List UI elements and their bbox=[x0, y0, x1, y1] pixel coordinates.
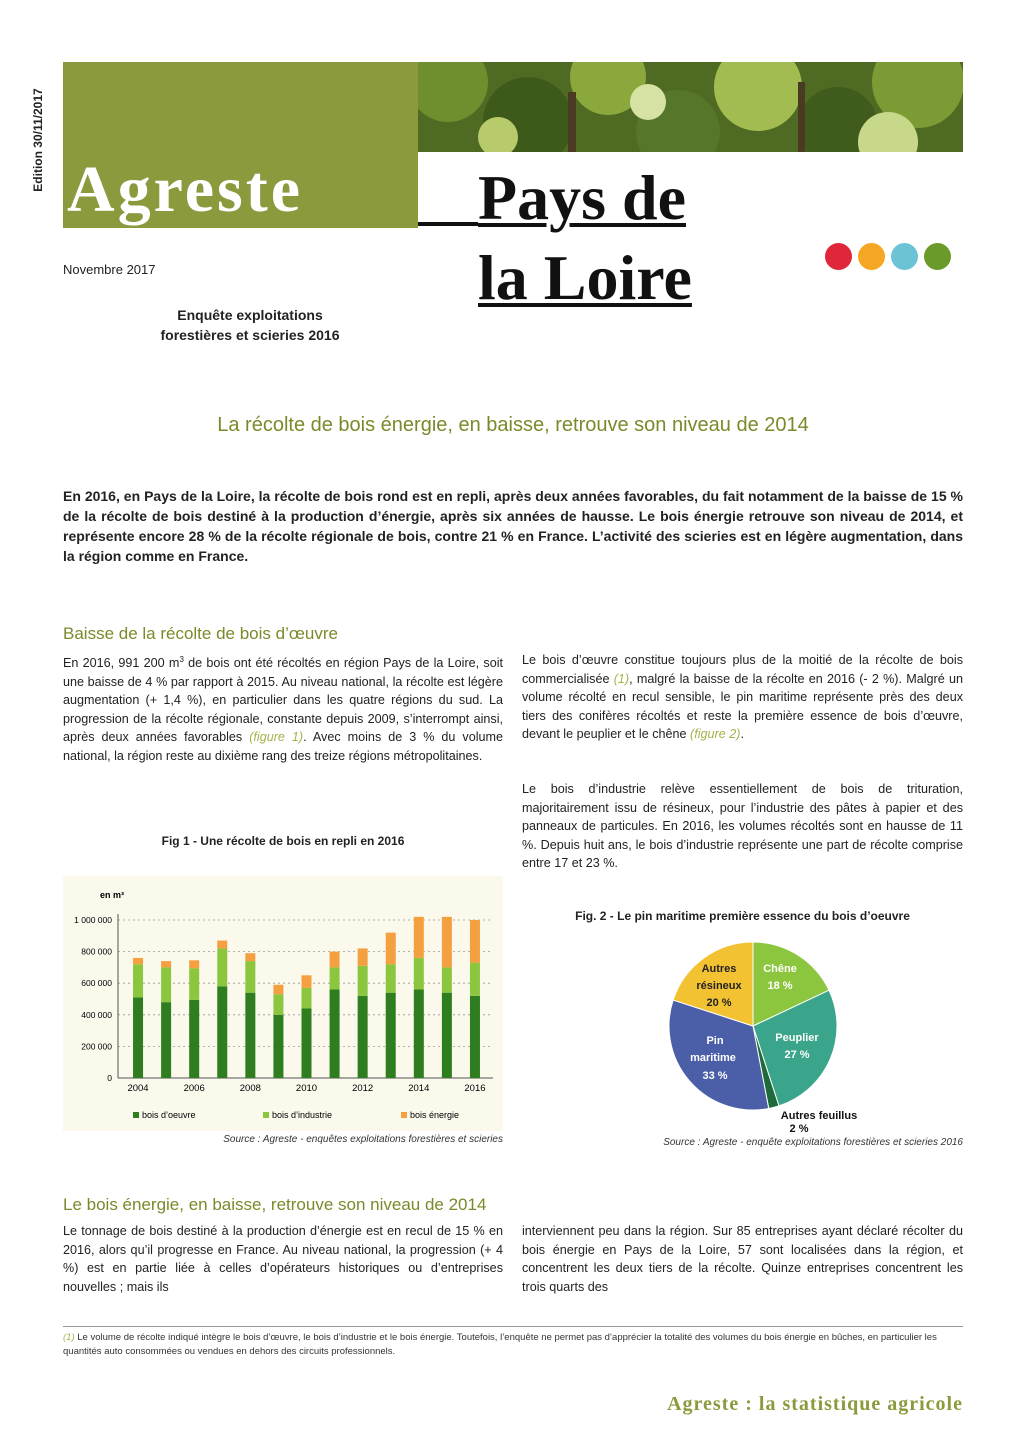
pie-label: Peuplier bbox=[775, 1032, 819, 1044]
y-tick-label: 800 000 bbox=[81, 946, 112, 957]
x-tick-label: 2010 bbox=[295, 1083, 318, 1094]
x-tick-label: 2016 bbox=[464, 1083, 486, 1094]
survey-title: Enquête exploitations forestières et scieries 2016 bbox=[160, 307, 340, 343]
bar-segment bbox=[414, 958, 424, 990]
section2-left-column: Le tonnage de bois destiné à la production d’énergie est en recul de 15 % en 2016, alors qu’il progresse en France. Au niveau national, la progression (+ 4 %) est en partie liée à celles d’opérateurs historiques ou d’entreprises nouvelles ; mais ils bbox=[63, 1224, 503, 1294]
tree-photo-image bbox=[418, 62, 963, 152]
pie-label: Autres bbox=[701, 963, 737, 975]
dot-green bbox=[924, 243, 951, 270]
bar-segment bbox=[133, 958, 143, 964]
bar-segment bbox=[133, 997, 143, 1078]
bar-segment bbox=[217, 941, 227, 949]
figure1-ref-link[interactable]: (figure 1) bbox=[249, 730, 304, 745]
bar-segment bbox=[133, 964, 143, 997]
bar-segment bbox=[273, 994, 283, 1015]
bar-segment bbox=[302, 1008, 312, 1078]
figure1-title: Fig 1 - Une récolte de bois en repli en 2016 bbox=[161, 834, 405, 848]
color-dots bbox=[825, 243, 951, 270]
pie-label: maritime bbox=[690, 1052, 736, 1064]
bar-segment bbox=[161, 967, 171, 1002]
x-tick-label: 2012 bbox=[352, 1083, 374, 1094]
bar-segment bbox=[189, 960, 199, 968]
figure2-pie-chart bbox=[615, 938, 905, 1134]
pie-label: Pin bbox=[706, 1035, 724, 1047]
pie-label: 18 % bbox=[767, 980, 793, 992]
figure2-panel bbox=[615, 938, 905, 1134]
bar-segment bbox=[358, 966, 368, 996]
bar-segment bbox=[161, 1002, 171, 1078]
pie-label: 27 % bbox=[784, 1049, 810, 1061]
bar-segment bbox=[442, 917, 452, 968]
bar-segment bbox=[245, 961, 255, 993]
bar-segment bbox=[386, 933, 396, 965]
x-tick-label: 2008 bbox=[239, 1083, 261, 1094]
bar-segment bbox=[302, 975, 312, 988]
bar-segment bbox=[330, 967, 340, 989]
bar-segment bbox=[302, 988, 312, 1009]
footnote-divider bbox=[63, 1326, 963, 1327]
bar-segment bbox=[189, 968, 199, 1000]
figure1-source: Source : Agreste - enquêtes exploitations forestières et scieries bbox=[223, 1134, 503, 1145]
bar-segment bbox=[330, 952, 340, 968]
pie-label: 20 % bbox=[706, 997, 732, 1009]
y-tick-label: 400 000 bbox=[81, 1009, 112, 1020]
legend-swatch bbox=[133, 1112, 139, 1118]
bar-segment bbox=[330, 990, 340, 1078]
bar-segment bbox=[470, 996, 480, 1078]
legend-swatch bbox=[263, 1112, 269, 1118]
x-tick-label: 2006 bbox=[183, 1083, 205, 1094]
section1-paragraph3: Le bois d’industrie relève essentiellement de bois de trituration, majoritairement issu de résineux, pour l’industrie des pâtes à papier et des panneaux de particules. En 2016, les volumes récoltés sont en hausse de 11 %. Depuis huit ans, le bois d’industrie représente une part de récolte comprise entre 17 et 23 %. bbox=[522, 782, 963, 870]
bar-segment bbox=[273, 985, 283, 994]
bar-segment bbox=[414, 917, 424, 958]
publication-date: Novembre 2017 bbox=[63, 262, 156, 277]
x-tick-label: 2004 bbox=[127, 1083, 149, 1094]
header-green-block bbox=[63, 62, 418, 152]
bar-segment bbox=[217, 948, 227, 986]
figure2-title: Fig. 2 - Le pin maritime première essence du bois d’oeuvre bbox=[575, 909, 910, 923]
y-tick-label: 600 000 bbox=[81, 978, 112, 989]
bar-segment bbox=[358, 996, 368, 1078]
legend-swatch bbox=[401, 1112, 407, 1118]
figure2-source: Source : Agreste - enquête exploitations forestières et scieries 2016 bbox=[663, 1137, 963, 1148]
brand-underline bbox=[418, 222, 478, 226]
region-title-line2: la Loire bbox=[478, 242, 692, 313]
bar-segment bbox=[470, 963, 480, 996]
section1-paragraph1: En 2016, 991 200 $m^3$ de bois ont été récoltés en région Pays de la Loire, soit une baisse de 4 % par rapport à 2015. Au niveau national, la récolte est légère augmentation (+ 1,4 %), en particulier dans les quatre régions du sud. La progression de la récolte régionale, constante depuis 2009, s’interrompt ainsi, après deux années favorables (figure 1). Avec moins de 3 % du volume national, la région reste au dixième rang des treize régions métropolitaines. bbox=[63, 655, 504, 763]
header-tree-photo bbox=[418, 62, 963, 152]
edition-date: Edition 30/11/2017 bbox=[31, 88, 45, 192]
dot-red bbox=[825, 243, 852, 270]
figure2-ref-link[interactable]: (figure 2) bbox=[690, 727, 741, 741]
pie-label: résineux bbox=[696, 980, 742, 992]
footer-tagline: Agreste : la statistique agricole bbox=[667, 1393, 963, 1415]
bar-segment bbox=[470, 920, 480, 963]
page-headline: La récolte de bois énergie, en baisse, retrouve son niveau de 2014 bbox=[217, 414, 809, 436]
y-tick-label: 1 000 000 bbox=[74, 915, 112, 925]
bar-segment bbox=[161, 961, 171, 967]
bar-segment bbox=[414, 990, 424, 1078]
footnote: (1) Le volume de récolte indiqué intègre le bois d’œuvre, le bois d’industrie et le bois énergie. Toutefois, l’enquête ne permet pas d’apprécier la totalité des volumes du bois énergie en bûches, en particulier les quantités auto consommées ou vendues en dehors des circuits professionnels. bbox=[63, 1332, 937, 1357]
section2-title: Le bois énergie, en baisse, retrouve son niveau de 2014 bbox=[63, 1195, 487, 1214]
dot-blue bbox=[891, 243, 918, 270]
figure1-bar-chart bbox=[63, 876, 503, 1131]
bar-segment bbox=[273, 1015, 283, 1078]
pie-label: 2 % bbox=[789, 1123, 809, 1134]
bar-segment bbox=[189, 1000, 199, 1078]
section1-paragraph2: Le bois d’œuvre constitue toujours plus de la moitié de la récolte de bois commercialisée (1), malgré la baisse de la récolte en 2016 (- 2 %). Malgré un volume récolté en recul sensible, le pin maritime représente près des deux tiers des conifères récoltés et reste la première essence de bois d’œuvre, devant le peuplier et le chêne (figure 2). bbox=[522, 653, 963, 741]
legend-label: bois d’industrie bbox=[272, 1110, 333, 1120]
y-tick-label: 0 bbox=[107, 1073, 112, 1083]
legend-label: bois énergie bbox=[410, 1110, 460, 1120]
bar-segment bbox=[442, 993, 452, 1078]
figure1-panel bbox=[63, 876, 503, 1131]
section2-right-column: interviennent peu dans la région. Sur 85 entreprises ayant déclaré récolter du bois énergie en Pays de la Loire, 57 sont localisées dans la région, et concentrent les deux tiers de la récolte. Quinze entreprises concentrent les trois quarts des bbox=[522, 1224, 963, 1294]
region-title bbox=[478, 158, 692, 318]
bar-segment bbox=[386, 993, 396, 1078]
y-axis-unit: en m³ bbox=[100, 890, 125, 900]
section1-title: Baisse de la récolte de bois d’œuvre bbox=[63, 624, 338, 643]
x-tick-label: 2014 bbox=[408, 1083, 430, 1094]
pie-label: Autres feuillus bbox=[780, 1110, 858, 1122]
pie-label: 33 % bbox=[702, 1070, 728, 1082]
dot-orange bbox=[858, 243, 885, 270]
bar-segment bbox=[245, 953, 255, 961]
bar-segment bbox=[217, 986, 227, 1078]
region-title-line1: Pays de bbox=[478, 162, 686, 233]
bar-segment bbox=[358, 948, 368, 965]
brand-title: Agreste bbox=[63, 152, 418, 228]
y-tick-label: 200 000 bbox=[81, 1041, 112, 1052]
bar-segment bbox=[442, 967, 452, 992]
legend-label: bois d’oeuvre bbox=[142, 1110, 196, 1120]
footnote-ref-link[interactable]: (1) bbox=[613, 671, 630, 686]
bar-segment bbox=[245, 993, 255, 1078]
lead-paragraph: En 2016, en Pays de la Loire, la récolte de bois rond est en repli, après deux années favorables, du fait notamment de la baisse de 15 % de la récolte de bois destiné à la production d’énergie, après six années de hausse. Le bois énergie retrouve son niveau de 2014, et représente encore 28 % de la récolte régionale de bois, contre 21 % en France. L’activité des scieries est en légère augmentation, dans la région comme en France. bbox=[63, 488, 963, 564]
pie-label: Chêne bbox=[763, 963, 797, 975]
bar-segment bbox=[386, 964, 396, 992]
